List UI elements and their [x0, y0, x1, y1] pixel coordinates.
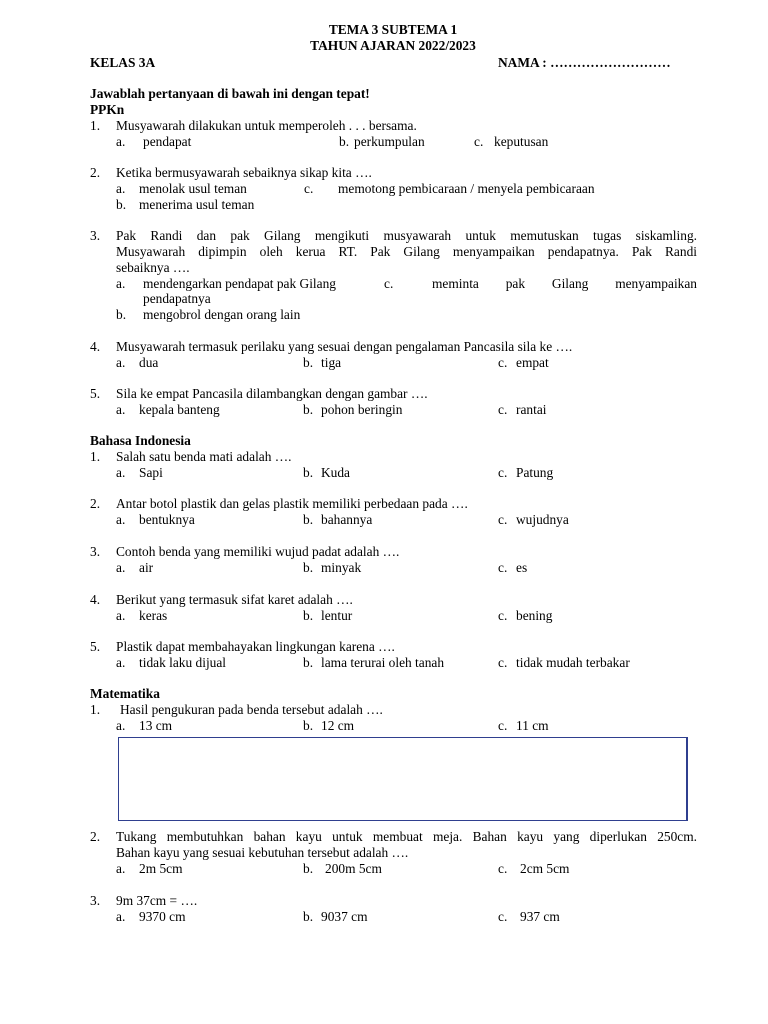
option-label: a. — [116, 655, 126, 670]
question-text: Ketika bermusyawarah sebaiknya sikap kita …. — [116, 165, 372, 180]
option-label: c. — [498, 512, 508, 527]
option-c: tidak mudah terbakar — [516, 655, 630, 670]
question-number: 5. — [90, 639, 101, 654]
option-label: b. — [303, 465, 314, 480]
option-label: a. — [116, 276, 126, 291]
question-text-line: Tukang membutuhkan bahan kayu untuk membuat meja. Bahan kayu yang diperlukan 250cm. — [116, 829, 697, 844]
option-a: Sapi — [139, 465, 163, 480]
question-text: Antar botol plastik dan gelas plastik memiliki perbedaan pada …. — [116, 496, 468, 511]
option-label: b. — [303, 560, 314, 575]
option-label: a. — [116, 134, 126, 149]
question-text: Plastik dapat membahayakan lingkungan karena …. — [116, 639, 395, 654]
option-c: bening — [516, 608, 553, 623]
question-number: 3. — [90, 893, 101, 908]
class-label: KELAS 3A — [90, 55, 156, 70]
option-c: wujudnya — [516, 512, 569, 527]
question-number: 1. — [90, 702, 101, 717]
option-c: empat — [516, 355, 549, 370]
option-a: 2m 5cm — [139, 861, 183, 876]
option-c: 2cm 5cm — [520, 861, 570, 876]
option-label: c. — [304, 181, 314, 196]
option-b: minyak — [321, 560, 362, 575]
question-number: 1. — [90, 118, 101, 133]
question-number: 2. — [90, 496, 101, 511]
option-label: a. — [116, 465, 126, 480]
option-b: lentur — [321, 608, 353, 623]
question-number: 3. — [90, 544, 101, 559]
question-number: 5. — [90, 386, 101, 401]
question-number: 4. — [90, 339, 101, 354]
option-label: c. — [498, 560, 508, 575]
question-text-line: sebaiknya …. — [116, 260, 190, 275]
option-label: b. — [303, 402, 314, 417]
option-label: a. — [116, 909, 126, 924]
option-c: keputusan — [494, 134, 549, 149]
option-label: c. — [498, 909, 508, 924]
option-label: b. — [303, 861, 314, 876]
question-number: 3. — [90, 228, 101, 243]
option-a: 13 cm — [139, 718, 173, 733]
option-b: Kuda — [321, 465, 351, 480]
option-label: b. — [303, 718, 314, 733]
option-label: b. — [303, 355, 314, 370]
question-text: Sila ke empat Pancasila dilambangkan dengan gambar …. — [116, 386, 428, 401]
option-label: c. — [498, 718, 508, 733]
option-label: a. — [116, 181, 126, 196]
option-b: 12 cm — [321, 718, 355, 733]
option-a: kepala banteng — [139, 402, 220, 417]
section-heading-matematika: Matematika — [90, 686, 160, 701]
option-a: menolak usul teman — [139, 181, 247, 196]
header-title-1: TEMA 3 SUBTEMA 1 — [328, 22, 458, 37]
option-c: 11 cm — [516, 718, 549, 733]
measurement-image-frame — [118, 737, 688, 821]
question-text: 9m 37cm = …. — [116, 893, 198, 908]
option-label: c. — [498, 861, 508, 876]
question-text: Musyawarah termasuk perilaku yang sesuai dengan pengalaman Pancasila sila ke …. — [116, 339, 573, 354]
question-text: Salah satu benda mati adalah …. — [116, 449, 292, 464]
option-label: c. — [384, 276, 394, 291]
section-heading-ppkn: PPKn — [90, 102, 125, 117]
question-text: Hasil pengukuran pada benda tersebut adalah …. — [120, 702, 383, 717]
option-label: c. — [498, 608, 508, 623]
option-a: pendapat — [143, 134, 192, 149]
question-number: 4. — [90, 592, 101, 607]
option-label: b. — [116, 197, 127, 212]
question-text: Musyawarah dilakukan untuk memperoleh . . . bersama. — [116, 118, 417, 133]
option-label: a. — [116, 402, 126, 417]
option-label: a. — [116, 861, 126, 876]
option-label: a. — [116, 608, 126, 623]
option-label: b. — [339, 134, 350, 149]
option-a-continued: pendapatnya — [143, 291, 211, 306]
option-a: 9370 cm — [139, 909, 186, 924]
option-a: dua — [139, 355, 159, 370]
option-a: keras — [139, 608, 168, 623]
option-b: tiga — [321, 355, 342, 370]
option-label: b. — [116, 307, 127, 322]
option-label: a. — [116, 512, 126, 527]
question-text-line: Bahan kayu yang sesuai kebutuhan tersebut adalah …. — [116, 845, 409, 860]
option-label: c. — [474, 134, 484, 149]
option-a: bentuknya — [139, 512, 195, 527]
option-c: memotong pembicaraan / menyela pembicaraan — [338, 181, 595, 196]
option-label: b. — [303, 608, 314, 623]
option-b: perkumpulan — [354, 134, 425, 149]
question-number: 2. — [90, 829, 101, 844]
section-heading-bahasa-indonesia: Bahasa Indonesia — [90, 433, 191, 448]
header-title-2: TAHUN AJARAN 2022/2023 — [310, 38, 476, 53]
option-c: es — [516, 560, 528, 575]
option-label: b. — [303, 655, 314, 670]
question-text: Berikut yang termasuk sifat karet adalah …. — [116, 592, 353, 607]
option-b: 9037 cm — [321, 909, 368, 924]
option-c: Patung — [516, 465, 554, 480]
option-label: c. — [498, 465, 508, 480]
option-c: meminta pak Gilang menyampaikan — [432, 276, 697, 291]
option-a: mendengarkan pendapat pak Gilang — [143, 276, 336, 291]
option-b: lama terurai oleh tanah — [321, 655, 445, 670]
option-b: menerima usul teman — [139, 197, 255, 212]
name-field: NAMA : ……………………… — [498, 55, 671, 70]
option-label: b. — [303, 909, 314, 924]
option-a: tidak laku dijual — [139, 655, 227, 670]
option-label: a. — [116, 560, 126, 575]
option-label: c. — [498, 355, 508, 370]
option-c: 937 cm — [520, 909, 560, 924]
option-label: b. — [303, 512, 314, 527]
question-text-line: Musyawarah dipimpin oleh kerua RT. Pak Gilang menyampaikan pendapatnya. Pak Randi — [116, 244, 697, 259]
option-label: a. — [116, 718, 126, 733]
option-label: a. — [116, 355, 126, 370]
option-c: rantai — [516, 402, 547, 417]
question-text-line: Pak Randi dan pak Gilang mengikuti musyawarah untuk memutuskan tugas siskamling. — [116, 228, 697, 243]
option-b: pohon beringin — [321, 402, 403, 417]
question-text: Contoh benda yang memiliki wujud padat adalah …. — [116, 544, 400, 559]
option-b: mengobrol dengan orang lain — [143, 307, 301, 322]
option-b: bahannya — [321, 512, 373, 527]
option-a: air — [139, 560, 154, 575]
question-number: 1. — [90, 449, 101, 464]
instruction: Jawablah pertanyaan di bawah ini dengan tepat! — [90, 86, 370, 101]
option-label: c. — [498, 655, 508, 670]
option-label: c. — [498, 402, 508, 417]
question-number: 2. — [90, 165, 101, 180]
option-b: 200m 5cm — [325, 861, 382, 876]
